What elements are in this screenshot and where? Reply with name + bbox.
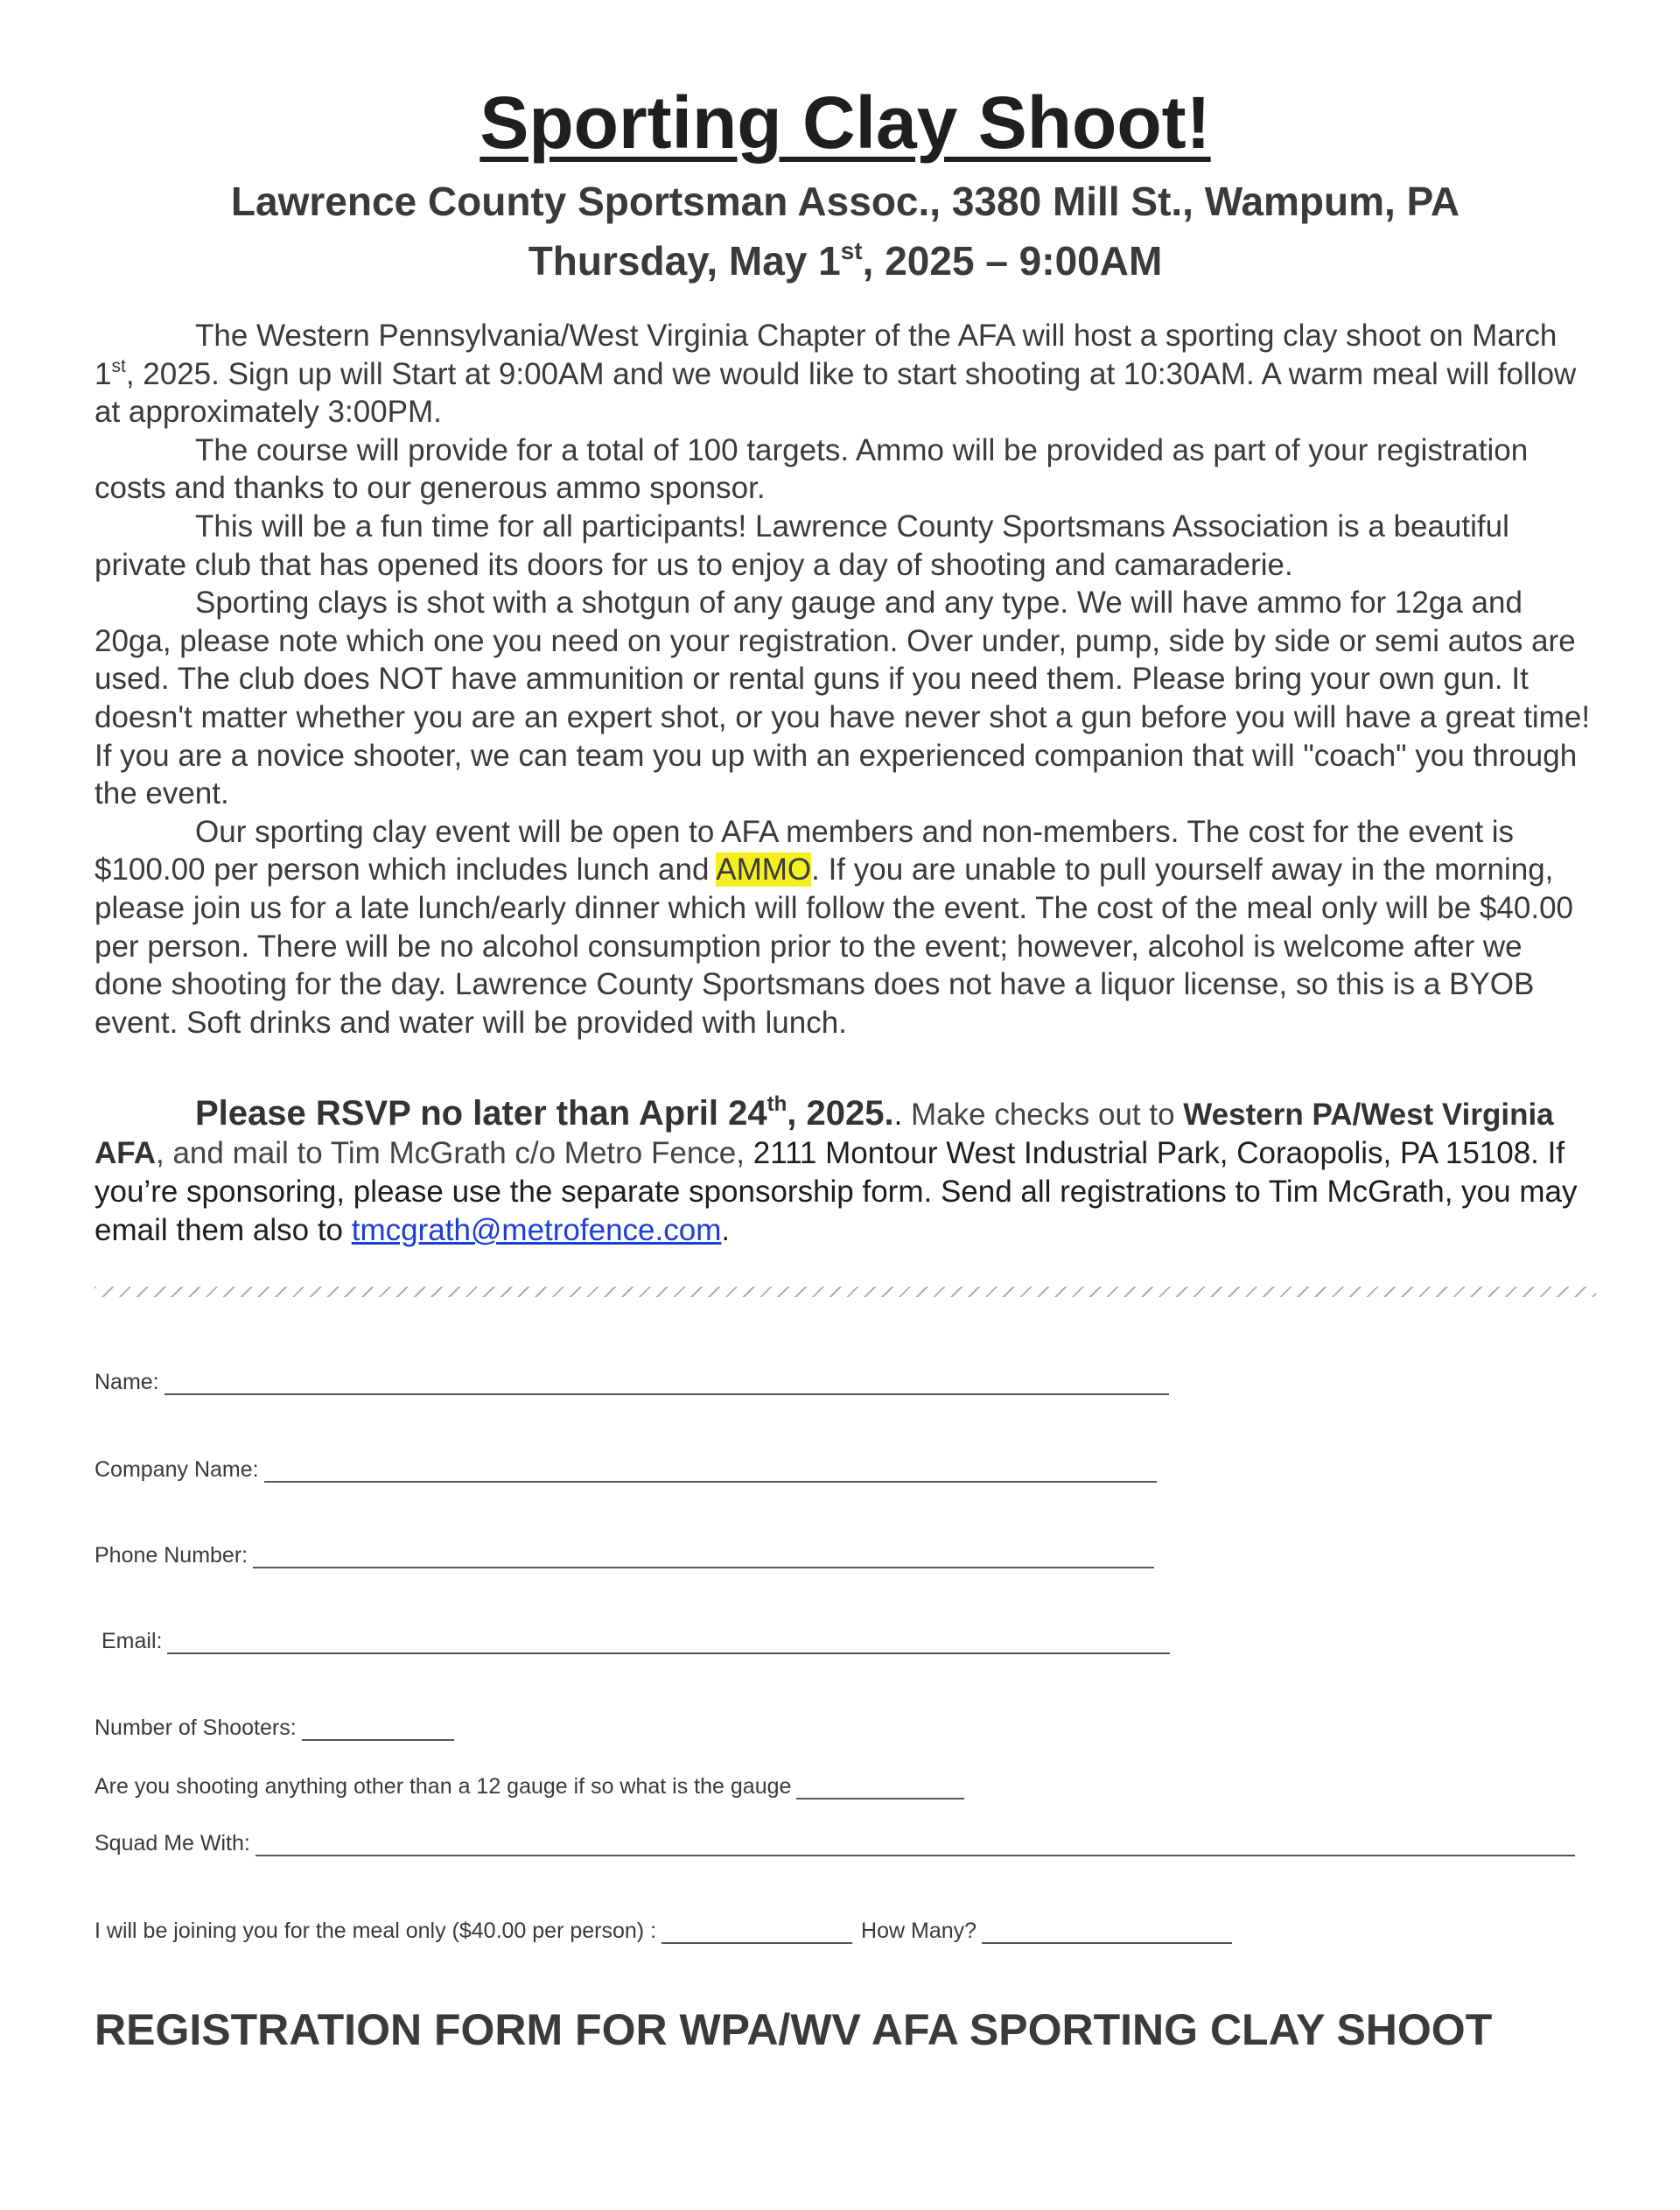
name-field[interactable]: Name:: [94, 1370, 1169, 1395]
paragraph-intro: The Western Pennsylvania/West Virginia Chapter of the AFA will host a sporting clay shoot on March 1st, 2025. Sign up will Start at 9:00AM and we would like to start shooting at 10:30AM. A warm meal will follow at approximately 3:00PM.: [94, 319, 1577, 430]
tear-off-divider: [94, 1287, 1596, 1297]
registration-form-title: REGISTRATION FORM FOR WPA/WV AFA SPORTING CLAY SHOOT: [94, 2005, 1493, 2054]
email-link[interactable]: tmcgrath@metrofence.com: [351, 1213, 722, 1248]
paragraph-fun: This will be a fun time for all participants! Lawrence County Sportsmans Association is a beautiful private club that has opened its doors for us to enjoy a day of shooting and camaraderie.: [94, 509, 1509, 582]
paragraph-guns: Sporting clays is shot with a shotgun of any gauge and any type. We will have ammo for 12ga and 20ga, please note which one you need on your registration. Over under, pump, side by side or semi autos are used. The club does NOT have ammunition or rental guns if you need them. Please bring your own gun. It doesn't matter whether you are an expert shot, or you have never shot a gun before you will have a great time! If you are a novice shooter, we can team you up with an experienced companion that will "coach" you through the event.: [94, 586, 1591, 811]
paragraph-course: The course will provide for a total of 100 targets. Ammo will be provided as part of your registration costs and thanks to our generous ammo sponsor.: [94, 432, 1529, 506]
squad-field[interactable]: Squad Me With:: [94, 1831, 1575, 1856]
payee: Western PA/West Virginia AFA: [94, 1098, 1554, 1171]
company-field[interactable]: Company Name:: [94, 1457, 1157, 1483]
shooters-field[interactable]: Number of Shooters:: [94, 1715, 454, 1741]
gauge-field[interactable]: Are you shooting anything other than a 12 gauge if so what is the gauge: [94, 1774, 964, 1800]
email-field[interactable]: Email:: [102, 1629, 1170, 1654]
rsvp-deadline: Please RSVP no later than April 24th, 2025.: [195, 1092, 894, 1133]
phone-field[interactable]: Phone Number:: [94, 1543, 1154, 1568]
meal-field[interactable]: I will be joining you for the meal only ($40.00 per person) : How Many?: [94, 1919, 1232, 1944]
event-description: [94, 317, 1596, 1042]
flyer-page: [94, 0, 1596, 2054]
event-date: Thursday, May 1st, 2025 – 9:00AM: [528, 237, 1163, 284]
event-location: Lawrence County Sportsman Assoc., 3380 Mill St., Wampum, PA: [230, 179, 1460, 224]
paragraph-cost: Our sporting clay event will be open to AFA members and non-members. The cost for the event is $100.00 per person which includes lunch and AMMO. If you are unable to pull yourself away in the morning, please join us for a late lunch/early dinner which will follow the event. The cost of the meal only will be $40.00 per person. There will be no alcohol consumption prior to the event; however, alcohol is welcome after we done shooting for the day. Lawrence County Sportsmans does not have a liquor license, so this is a BYOB event. Soft drinks and water will be provided with lunch.: [94, 814, 1574, 1040]
rsvp-section: Please RSVP no later than April 24th, 2025.. Make checks out to Western PA/West Virginia AFA, and mail to Tim McGrath c/o Metro Fence, 2111 Montour West Industrial Park, Coraopolis, PA 15108. If you’re sponsoring, please use the separate sponsorship form. Send all registrations to Tim McGrath, you may email them also to tmcgrath@metrofence.com.: [94, 1092, 1578, 1248]
ammo-highlight: AMMO: [716, 852, 812, 888]
page-title: Sporting Clay Shoot!: [480, 81, 1211, 164]
